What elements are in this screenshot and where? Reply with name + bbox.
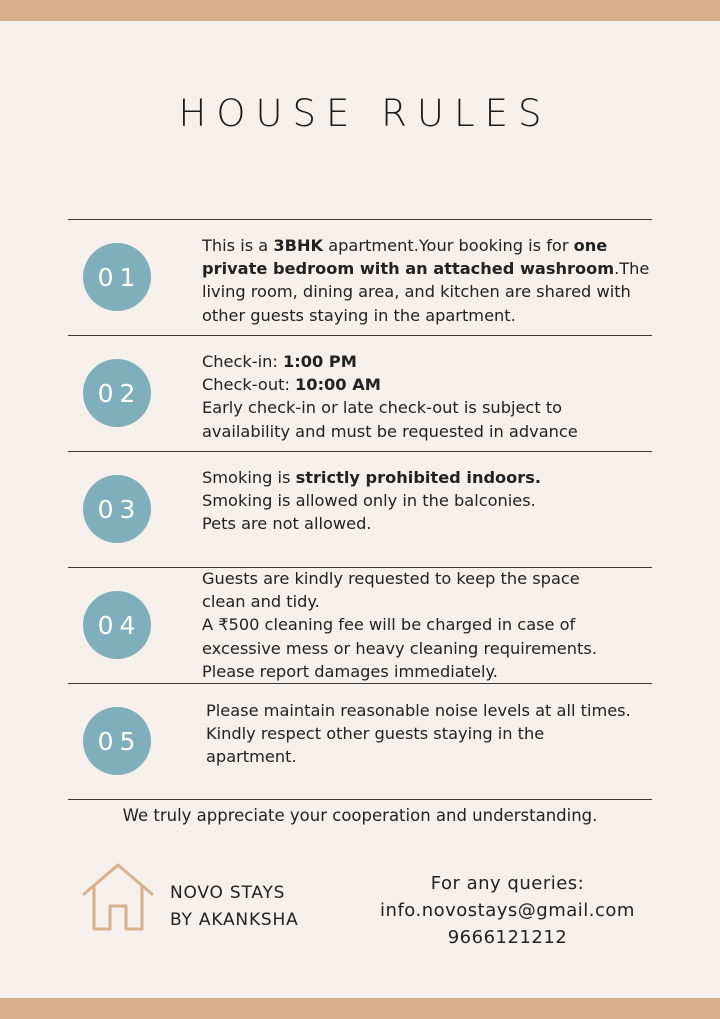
rule-text — [202, 567, 654, 683]
rule-line — [202, 660, 654, 683]
text-run: apartment. — [206, 747, 297, 767]
rule-number-badge: 03 — [83, 475, 151, 543]
text-run: availability and must be requested in advance — [202, 421, 578, 441]
divider — [68, 799, 652, 800]
rule-line — [202, 373, 654, 396]
text-run: Pets are not allowed. — [202, 514, 372, 534]
rule-line — [202, 637, 654, 660]
rule-line — [202, 567, 654, 590]
text-run: excessive mess or heavy cleaning requirements. — [202, 638, 597, 658]
text-run: This is a — [202, 236, 274, 255]
contact-email[interactable]: info.novostays@gmail.com — [380, 900, 635, 921]
rule-item-04 — [68, 567, 652, 683]
text-run: Smoking is — [202, 468, 296, 487]
brand-name — [170, 880, 299, 934]
text-run: living room, dining area, and kitchen are shared with — [202, 282, 631, 302]
rule-line — [202, 234, 654, 257]
rule-line — [202, 350, 654, 373]
rule-number-badge: 02 — [83, 359, 151, 427]
rule-text — [202, 234, 654, 327]
rule-item-05 — [68, 683, 652, 799]
brand-line-2: BY AKANKSHA — [170, 910, 299, 930]
rule-line — [206, 699, 658, 722]
contact-label: For any queries: — [430, 873, 585, 894]
text-run: A ₹500 cleaning fee will be charged in case of — [202, 615, 576, 635]
rule-text — [202, 350, 654, 443]
rule-text — [202, 466, 654, 536]
text-run: clean and tidy. — [202, 592, 320, 612]
rule-item-02 — [68, 335, 652, 451]
rule-line — [202, 257, 654, 280]
brand-line-1: NOVO STAYS — [170, 883, 286, 903]
contact-phone[interactable]: 9666121212 — [447, 927, 568, 948]
rule-number-badge: 04 — [83, 591, 151, 659]
rule-item-01 — [68, 219, 652, 335]
rule-number-badge: 05 — [83, 707, 151, 775]
rule-line — [202, 512, 654, 535]
text-run: Smoking is allowed only in the balconies. — [202, 491, 536, 511]
bold-text: 3BHK — [273, 236, 324, 255]
rule-line — [202, 613, 654, 636]
page-title: HOUSE RULES — [178, 92, 552, 135]
house-icon — [82, 862, 154, 932]
text-run: Early check-in or late check-out is subject to — [202, 398, 563, 418]
rule-item-03 — [68, 451, 652, 567]
rule-line — [206, 722, 658, 745]
rule-line — [202, 280, 654, 303]
rule-number-badge: 01 — [83, 243, 151, 311]
text-run: Check-out: — [202, 375, 296, 395]
text-run: apartment.Your booking is for — [323, 236, 574, 255]
top-accent-band — [0, 0, 720, 21]
text-run: Kindly respect other guests staying in the — [206, 724, 545, 744]
rule-line — [202, 304, 654, 327]
text-run: Guests are kindly requested to keep the space — [202, 569, 580, 588]
bold-text: 1:00 PM — [283, 352, 357, 371]
text-run: Please maintain reasonable noise levels at all times. — [206, 701, 631, 720]
text-run: Check-in: — [202, 352, 283, 371]
bold-text: private bedroom with an attached washroom — [202, 259, 615, 279]
text-run: other guests staying in the apartment. — [202, 305, 516, 325]
bold-text: strictly prohibited indoors. — [295, 468, 542, 487]
bold-text: 10:00 AM — [295, 375, 381, 395]
rule-text — [206, 699, 658, 769]
bottom-accent-band — [0, 998, 720, 1019]
rule-line — [202, 489, 654, 512]
thank-you-note: We truly appreciate your cooperation and understanding. — [122, 806, 598, 825]
bold-text: one — [573, 236, 608, 255]
rule-line — [202, 420, 654, 443]
rule-line — [202, 396, 654, 419]
text-run: Please report damages immediately. — [202, 661, 498, 681]
rule-line — [202, 466, 654, 489]
contact-block — [360, 870, 655, 951]
text-run: .The — [614, 259, 650, 279]
rule-line — [202, 590, 654, 613]
rule-line — [206, 745, 658, 768]
